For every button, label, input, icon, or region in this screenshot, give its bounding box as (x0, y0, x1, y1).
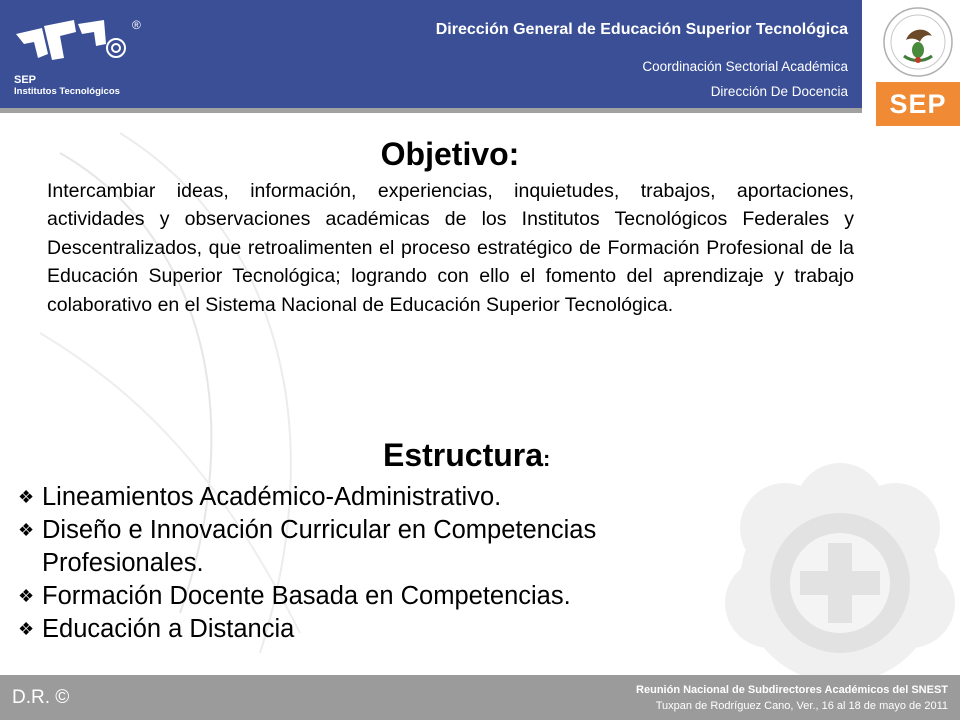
list-item-continuation: Profesionales. (42, 549, 204, 577)
logo-caption (14, 75, 120, 97)
header-subtitle-coordinacion: Coordinación Sectorial Académica (642, 59, 848, 74)
header-bar (0, 0, 862, 108)
structure-heading (383, 437, 550, 474)
list-item (18, 613, 778, 646)
list-item (18, 580, 778, 613)
mexico-seal-icon (876, 0, 960, 82)
registered-mark: ® (132, 18, 141, 32)
footer-bar (0, 675, 960, 720)
header-title: Dirección General de Educación Superior Tecnológica (435, 21, 848, 38)
header-divider (0, 108, 862, 113)
footer-event-title: Reunión Nacional de Subdirectores Académicos del SNEST (636, 684, 948, 696)
objective-heading: Objetivo: (380, 136, 520, 172)
logo-subcaption: Institutos Tecnológicos (14, 86, 120, 97)
objective-paragraph: Intercambiar ideas, información, experiencias, inquietudes, trabajos, aportaciones, actividades y observaciones académicas de los Institutos Tecnológicos Federales y Descentralizados, que retroalimenten el proceso estratégico de Formación Profesional de la Educación Superior Tecnológica; logrando con ello el fomento del aprendizaje y trabajo colaborativo en el Sistema Nacional de Educación Superior Tecnológica. (47, 180, 854, 316)
sep-brand-label: SEP (889, 89, 947, 119)
diamond-bullet-icon: ❖ (18, 586, 35, 606)
institutos-logo-icon (14, 18, 134, 78)
list-item-label: Educación a Distancia (42, 615, 295, 643)
structure-heading-text: Estructura (383, 437, 544, 473)
copyright-label: D.R. © (12, 687, 70, 708)
list-item-label: Formación Docente Basada en Competencias. (42, 582, 571, 610)
list-item (18, 481, 778, 514)
list-item-label: Diseño e Innovación Curricular en Competencias (42, 516, 597, 544)
footer-place-date: Tuxpan de Rodríguez Cano, Ver., 16 al 18 de mayo de 2011 (655, 700, 948, 712)
logo-letters: SEP (14, 74, 37, 86)
diamond-bullet-icon: ❖ (18, 487, 35, 507)
header-subtitle-direccion: Dirección De Docencia (710, 84, 848, 99)
diamond-bullet-icon: ❖ (18, 520, 35, 540)
list-item-label: Lineamientos Académico-Administrativo. (42, 483, 502, 511)
structure-list (18, 481, 778, 646)
sep-brand-block (876, 82, 960, 126)
structure-heading-colon: : (543, 446, 551, 471)
list-item (18, 514, 778, 580)
diamond-bullet-icon: ❖ (18, 619, 35, 639)
